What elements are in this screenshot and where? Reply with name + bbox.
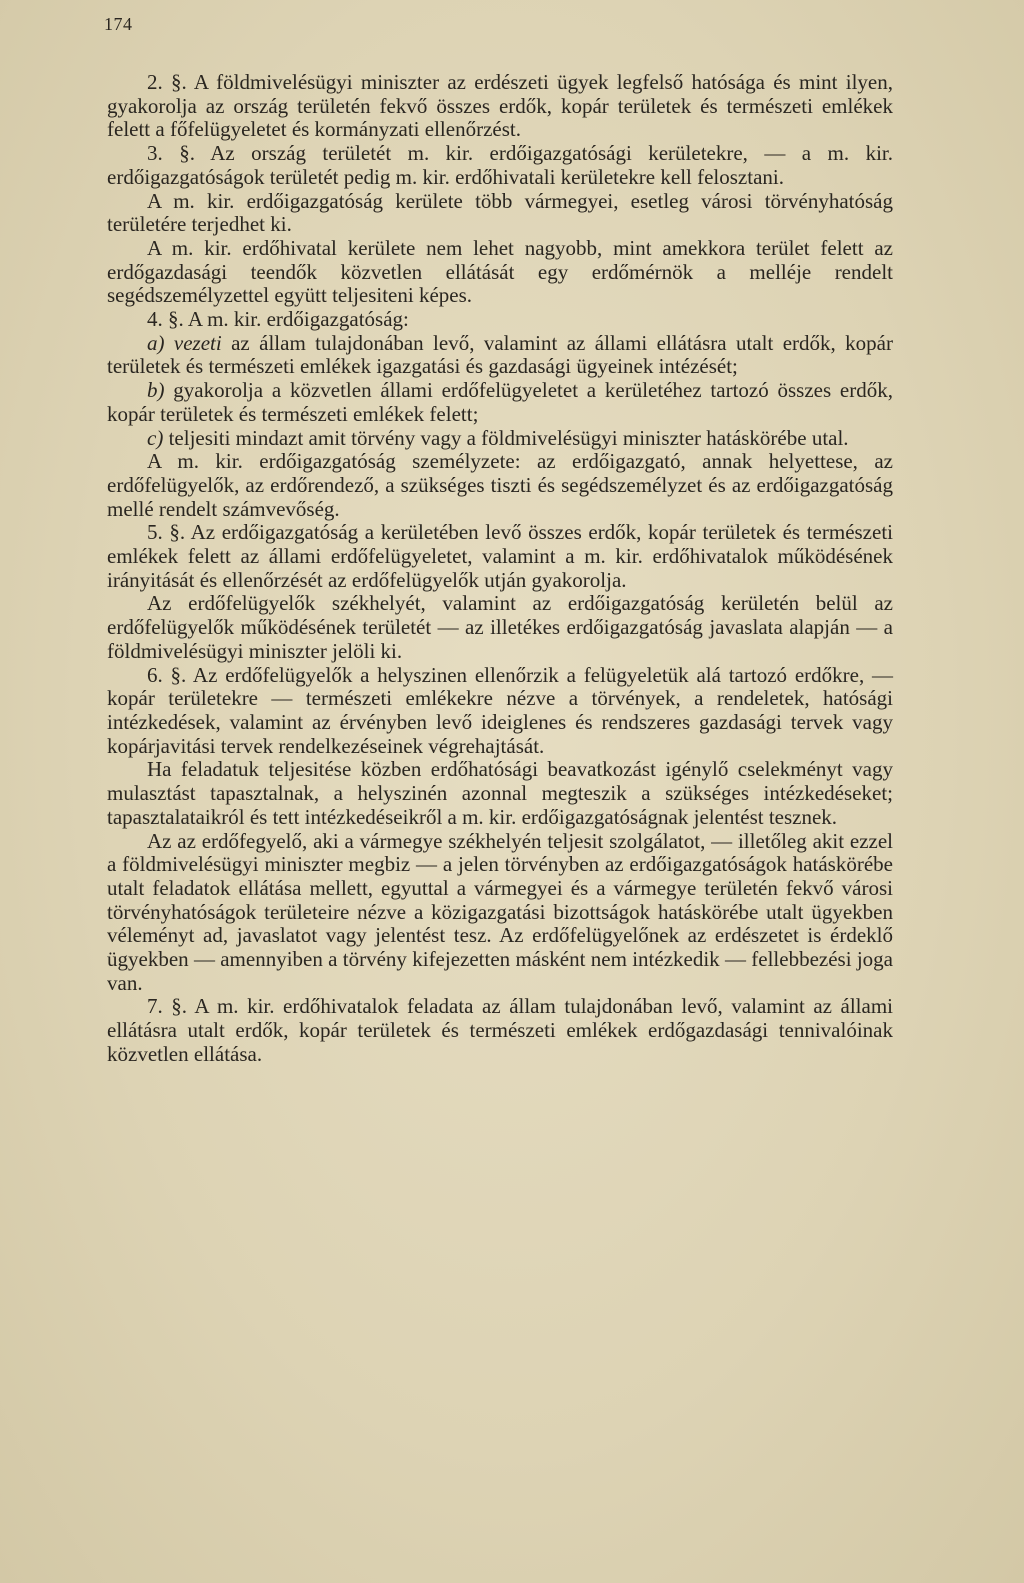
list-item-a-label: a) vezeti (147, 330, 222, 355)
list-item-a (107, 332, 893, 379)
paragraph-personnel: A m. kir. erdőigazgatóság személyzete: az erdőigazgató, annak helyettese, az erdőfelügyelők, az erdőrendező, a szükséges tiszti és segédszemélyzet és az erdőigazgatóság mellé rendelt számvevőség. (107, 449, 893, 521)
paragraph-section-7: 7. §. A m. kir. erdőhivatalok feladata az állam tulajdonában levő, valamint az állami ellátásra utalt erdők, kopár területek és természeti emlékek erdőgazdasági tennivalóinak közvetlen ellátása. (107, 994, 893, 1066)
list-item-b (107, 379, 893, 426)
list-item-a-text: az állam tulajdonában levő, valamint az állami ellátásra utalt erdők, kopár területek és természeti emlékek igazgatási és gazdasági ügyeinek intézését; (107, 330, 893, 379)
page-number: 174 (104, 14, 133, 34)
paragraph-office-district: A m. kir. erdőhivatal kerülete nem lehet nagyobb, mint amekkora terület felett az erdőgazdasági teendők közvetlen ellátását egy erdőmérnök a melléje rendelt segédszemélyzettel együtt teljesiteni képes. (107, 235, 893, 308)
document-body (107, 71, 893, 1571)
list-item-b-label: b) (147, 378, 165, 403)
paragraph-section-6: 6. §. Az erdőfelügyelők a helyszinen ellenőrzik a felügyeletük alá tartozó erdőkre, — kopár területekre — természeti emlékekre nézve a törvények, a rendeletek, hatósági intézkedések, valamint az érvényben levő ideiglenes és rendszeres gazdasági tervek vagy kopárjavitási tervek rendelkezéseinek végrehajtását. (107, 662, 893, 758)
paragraph-section-2: 2. §. A földmivelésügyi miniszter az erdészeti ügyek legfelső hatósága és mint ilyen, gyakorolja az ország területén fekvő összes erdők, kopár területek és természeti emlékek felett a főfelügyeletet és kormányzati ellenőrzést. (107, 70, 893, 142)
paragraph-section-3: 3. §. Az ország területét m. kir. erdőigazgatósági kerületekre, — a m. kir. erdőigazgatóságok területét pedig m. kir. erdőhivatali kerületekre kell felosztani. (107, 141, 893, 189)
list-item-c-label: c) (147, 425, 164, 450)
paragraph-directorate-district: A m. kir. erdőigazgatóság kerülete több vármegyei, esetleg városi törvényhatóság területére terjedhet ki. (107, 188, 893, 237)
list-item-b-text: gyakorolja a közvetlen állami erdőfelügyeletet a kerületéhez tartozó összes erdők, kopár területek és természeti emlékek felett; (107, 378, 893, 426)
paragraph-county-inspector: Az az erdőfegyelő, aki a vármegye székhelyén teljesit szolgálatot, — illetőleg akit ezzel a földmivelésügyi miniszter megbiz — a jelen törvényben az erdőigazgatóságok hatáskörébe utalt feladatok ellátása mellett, egyuttal a vármegyei és a vármegye területén fekvő városi törvényhatóságok területeire nézve a közigazgatási bizottságok hatáskörébe utalt ügyekben véleményt ad, javaslatot vagy jelentést tesz. Az erdőfelügyelőnek az erdészetet is érdeklő ügyekben — amennyiben a törvény kifejezetten másként nem intézkedik — fellebbezési joga van. (107, 828, 893, 995)
paragraph-inspector-seat: Az erdőfelügyelők székhelyét, valamint az erdőigazgatóság kerületén belül az erdőfelügyelők működésének területét — az illetékes erdőigazgatóság javaslata alapján — a földmivelésügyi miniszter jelöli ki. (107, 591, 893, 663)
paragraph-intervention: Ha feladatuk teljesitése közben erdőhatósági beavatkozást igénylő cselekményt vagy mulasztást tapasztalnak, a helyszinén azonnal megteszik a szükséges intézkedéseket; tapasztalataikról és tett intézkedéseikről a m. kir. erdőigazgatóságnak jelentést tesznek. (107, 757, 893, 829)
list-item-c-text: teljesiti mindazt amit törvény vagy a földmivelésügyi miniszter hatáskörébe utal. (163, 425, 849, 450)
list-item-c (107, 427, 893, 451)
paragraph-section-4: 4. §. A m. kir. erdőigazgatóság: (147, 307, 409, 332)
paragraph-section-5: 5. §. Az erdőigazgatóság a kerületében levő összes erdők, kopár területek és természeti emlékek felett az állami erdőfelügyeletet, valamint a m. kir. erdőhivatalok működésének irányitását és ellenőrzését az erdőfelügyelők utján gyakorolja. (107, 520, 893, 592)
